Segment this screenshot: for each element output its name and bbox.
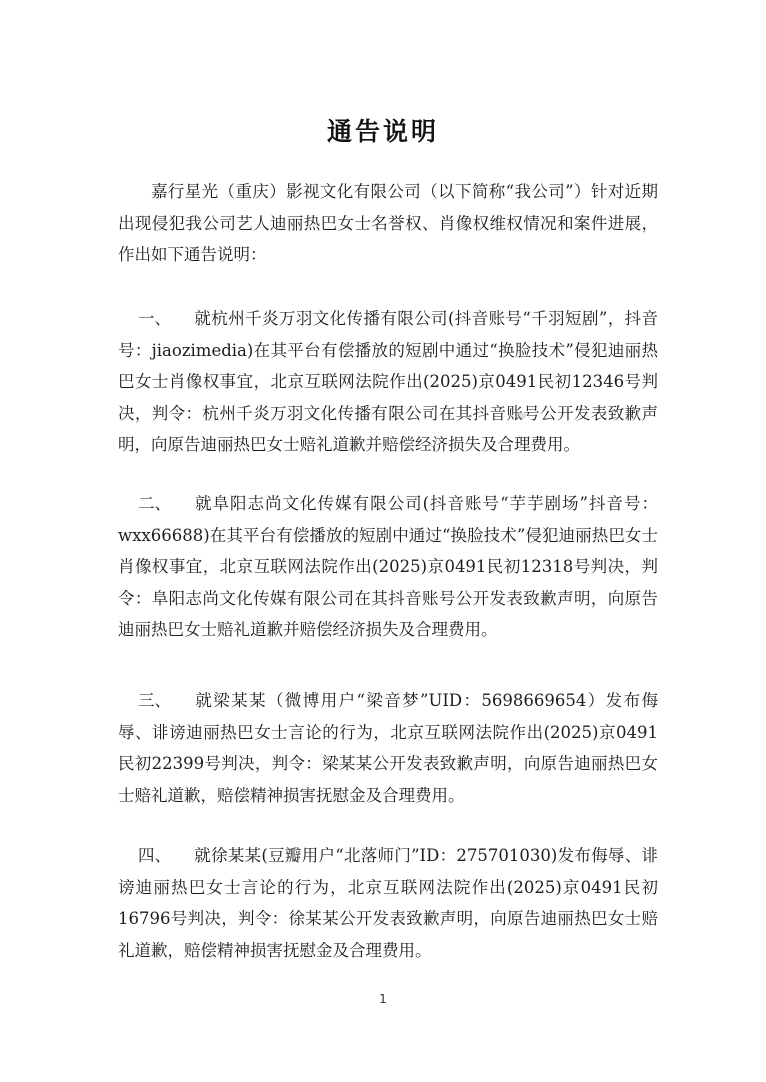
item-text-1: 就杭州千炎万羽文化传播有限公司(抖音账号“千羽短剧”，抖音号：jiaozimedia)在其平台有偿播放的短剧中通过“换脸技术”侵犯迪丽热巴女士肖像权事宜，北京互联网法院作出(2025)京0491民初12346号判决，判令：杭州千炎万羽文化传播有限公司在其抖音账号公开发表致歉声明，向原告迪丽热巴女士赔礼道歉并赔偿经济损失及合理费用。: [118, 309, 658, 454]
item-number-2: 二、: [138, 494, 171, 513]
item-paragraph-2: [118, 488, 658, 646]
item-number-4: 四、: [138, 846, 171, 865]
item-text-4: 就徐某某(豆瓣用户“北落师门”ID：275701030)发布侮辱、诽谤迪丽热巴女士言论的行为，北京互联网法院作出(2025)京0491民初16796号判决，判令：徐某某公开发表致歉声明，向原告迪丽热巴女士赔礼道歉，赔偿精神损害抚慰金及合理费用。: [118, 846, 658, 960]
item-paragraph-1: [118, 303, 658, 461]
item-number-3: 三、: [138, 691, 171, 710]
item-text-2: 就阜阳志尚文化传媒有限公司(抖音账号“芋芋剧场”抖音号：wxx66688)在其平台有偿播放的短剧中通过“换脸技术”侵犯迪丽热巴女士肖像权事宜，北京互联网法院作出(2025)京0491民初12318号判决，判令：阜阳志尚文化传媒有限公司在其抖音账号公开发表致歉声明，向原告迪丽热巴女士赔礼道歉并赔偿经济损失及合理费用。: [118, 494, 658, 639]
item-number-1: 一、: [138, 309, 171, 328]
intro-paragraph: 嘉行星光（重庆）影视文化有限公司（以下简称“我公司”）针对近期出现侵犯我公司艺人迪丽热巴女士名誉权、肖像权维权情况和案件进展，作出如下通告说明：: [118, 182, 658, 264]
item-text-3: 就梁某某（微博用户“梁音梦”UID：5698669654）发布侮辱、诽谤迪丽热巴女士言论的行为，北京互联网法院作出(2025)京0491民初22399号判决，判令：梁某某公开发表致歉声明，向原告迪丽热巴女士赔礼道歉，赔偿精神损害抚慰金及合理费用。: [118, 691, 658, 805]
document-title: 通告说明: [326, 117, 439, 146]
page-number: 1: [379, 992, 387, 1006]
scan-mark: [516, 413, 526, 419]
item-paragraph-4: [118, 840, 658, 966]
item-paragraph-3: [118, 685, 658, 811]
